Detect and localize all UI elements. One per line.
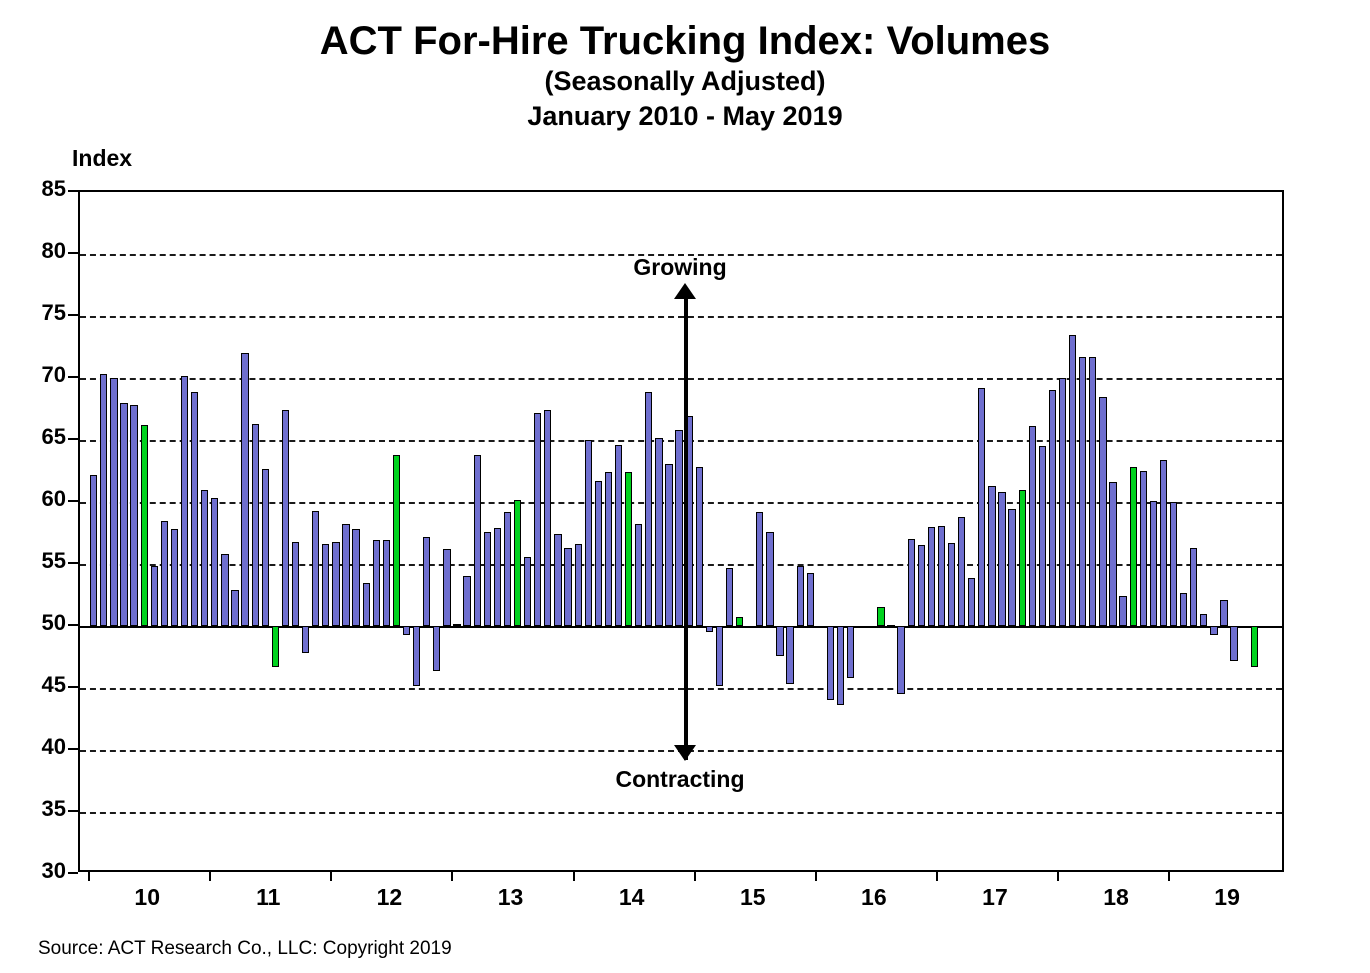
bar <box>675 430 682 626</box>
x-tick-label: 13 <box>497 884 524 910</box>
bar <box>161 521 168 626</box>
source-note: Source: ACT Research Co., LLC: Copyright 2019 <box>38 938 452 959</box>
bar <box>948 543 955 626</box>
gridline <box>80 378 1282 380</box>
bar <box>1069 335 1076 626</box>
x-tick-label: 14 <box>618 884 645 910</box>
chart-title: ACT For-Hire Trucking Index: Volumes <box>319 19 1051 63</box>
bar <box>90 475 97 626</box>
y-tick-label: 60 <box>41 486 66 511</box>
bar <box>1008 509 1015 626</box>
arrow-down-icon <box>674 745 696 761</box>
chart-subtitle: (Seasonally Adjusted) <box>544 66 826 96</box>
bar <box>1150 501 1157 626</box>
bar <box>716 626 723 686</box>
bar <box>766 532 773 626</box>
y-tick-mark <box>68 748 78 750</box>
bar <box>211 498 218 626</box>
y-tick-label: 35 <box>41 796 66 821</box>
y-tick-mark <box>68 314 78 316</box>
bar <box>352 529 359 626</box>
y-tick-mark <box>68 810 78 812</box>
y-tick-label: 55 <box>41 548 66 573</box>
growing-annotation: Growing <box>633 254 727 280</box>
x-tick-mark <box>451 872 453 881</box>
bar <box>262 469 269 626</box>
y-tick-label: 40 <box>41 734 66 759</box>
bar <box>665 464 672 626</box>
bar <box>1220 600 1227 626</box>
bar <box>1190 548 1197 626</box>
contracting-annotation: Contracting <box>615 766 745 792</box>
y-tick-mark <box>68 872 78 874</box>
bar <box>201 490 208 626</box>
bar <box>463 576 470 626</box>
bar <box>797 566 804 626</box>
bar <box>706 626 713 632</box>
x-tick-mark <box>1168 872 1170 881</box>
bar <box>494 528 501 626</box>
bar <box>958 517 965 626</box>
bar <box>544 410 551 626</box>
y-axis-label: Index <box>72 145 133 171</box>
bar <box>130 405 137 626</box>
y-tick-mark <box>68 438 78 440</box>
bar <box>423 537 430 626</box>
bar <box>1079 357 1086 626</box>
bar <box>1049 390 1056 626</box>
bar <box>413 626 420 686</box>
bar <box>615 445 622 626</box>
x-tick-mark <box>1057 872 1059 881</box>
bar <box>151 566 158 626</box>
bar <box>342 524 349 626</box>
bar <box>847 626 854 678</box>
y-tick-label: 75 <box>41 300 66 325</box>
bar <box>988 486 995 626</box>
bar <box>1180 593 1187 626</box>
bar <box>403 626 410 635</box>
x-tick-mark <box>209 872 211 881</box>
x-tick-label: 11 <box>256 884 281 910</box>
y-tick-mark <box>68 500 78 502</box>
bar <box>736 617 743 626</box>
x-tick-mark <box>694 872 696 881</box>
bar <box>484 532 491 626</box>
bar <box>171 529 178 626</box>
bar <box>292 542 299 626</box>
x-tick-label: 19 <box>1214 884 1240 910</box>
bar <box>595 481 602 626</box>
bar <box>1130 467 1137 626</box>
y-tick-mark <box>68 252 78 254</box>
bar <box>1230 626 1237 661</box>
bar <box>554 534 561 626</box>
bar <box>252 424 259 626</box>
bar <box>968 578 975 626</box>
bar <box>181 376 188 626</box>
bar <box>938 526 945 626</box>
bar <box>575 544 582 626</box>
gridline <box>80 316 1282 318</box>
bar <box>1059 378 1066 626</box>
bar <box>655 438 662 626</box>
bar <box>1019 490 1026 626</box>
y-tick-mark <box>68 190 78 192</box>
bar <box>817 626 824 628</box>
bar <box>100 374 107 626</box>
bar <box>1170 502 1177 626</box>
bar <box>564 548 571 626</box>
bar <box>393 455 400 626</box>
bar <box>635 524 642 626</box>
y-tick-label: 45 <box>41 672 66 697</box>
bar <box>272 626 279 667</box>
bar <box>383 540 390 626</box>
x-tick-label: 12 <box>376 884 403 910</box>
bar <box>1140 471 1147 626</box>
bar <box>191 392 198 626</box>
x-tick-mark <box>936 872 938 881</box>
bar <box>1099 397 1106 626</box>
bar <box>625 472 632 626</box>
x-tick-mark <box>88 872 90 881</box>
bar <box>786 626 793 684</box>
bar <box>443 549 450 626</box>
bar <box>373 540 380 626</box>
bar <box>474 455 481 626</box>
x-tick-mark <box>573 872 575 881</box>
bar <box>1200 614 1207 626</box>
bar <box>231 590 238 626</box>
chart-period: January 2010 - May 2019 <box>527 101 843 131</box>
y-tick-mark <box>68 562 78 564</box>
bar <box>978 388 985 626</box>
bar <box>645 392 652 626</box>
bar <box>1039 446 1046 626</box>
y-tick-label: 80 <box>41 238 66 263</box>
gridline <box>80 688 1282 690</box>
x-tick-mark <box>815 872 817 881</box>
bar <box>998 492 1005 626</box>
bar <box>534 413 541 626</box>
bar <box>241 353 248 626</box>
bar <box>928 527 935 626</box>
bar <box>322 544 329 626</box>
bar <box>1241 626 1248 628</box>
bar <box>433 626 440 671</box>
bar <box>1160 460 1167 626</box>
bar <box>282 410 289 626</box>
bar <box>1109 482 1116 626</box>
bar <box>453 624 460 626</box>
y-tick-label: 65 <box>41 424 66 449</box>
bar <box>1029 426 1036 626</box>
bar <box>312 511 319 626</box>
bar <box>141 425 148 626</box>
bar <box>332 542 339 626</box>
y-tick-mark <box>68 376 78 378</box>
x-tick-label: 10 <box>134 884 161 910</box>
arrow-up-icon <box>674 283 696 299</box>
y-tick-mark <box>68 624 78 626</box>
bar <box>857 626 864 628</box>
x-tick-label: 17 <box>982 884 1008 910</box>
bar <box>867 626 874 628</box>
bar <box>908 539 915 626</box>
bar <box>776 626 783 656</box>
bar <box>1210 626 1217 635</box>
bar <box>726 568 733 626</box>
bar <box>1089 357 1096 626</box>
bar <box>746 626 753 628</box>
bar <box>120 403 127 626</box>
bar <box>887 625 894 627</box>
y-tick-label: 50 <box>41 610 66 635</box>
x-tick-label: 18 <box>1103 884 1129 910</box>
bar <box>110 378 117 626</box>
x-tick-label: 16 <box>861 884 887 910</box>
bar <box>897 626 904 694</box>
bar <box>877 607 884 626</box>
x-tick-label: 15 <box>739 884 766 910</box>
y-tick-label: 85 <box>41 176 66 201</box>
bar <box>807 573 814 626</box>
bar <box>837 626 844 705</box>
bar <box>827 626 834 700</box>
bar <box>363 583 370 626</box>
gridline <box>80 812 1282 814</box>
bar <box>696 467 703 626</box>
bar <box>524 557 531 626</box>
bar <box>585 440 592 626</box>
y-tick-mark <box>68 686 78 688</box>
bar <box>514 500 521 626</box>
y-tick-label: 70 <box>41 362 66 387</box>
bar <box>504 512 511 626</box>
direction-arrow-line <box>684 290 688 760</box>
bar <box>302 626 309 653</box>
bar <box>1119 596 1126 626</box>
bar <box>918 545 925 626</box>
chart-titles <box>0 18 1370 134</box>
bar <box>605 472 612 626</box>
bar <box>756 512 763 626</box>
x-tick-mark <box>330 872 332 881</box>
bar <box>1251 626 1258 667</box>
baseline-50 <box>80 626 1282 628</box>
bar <box>221 554 228 626</box>
y-tick-label: 30 <box>41 858 66 883</box>
